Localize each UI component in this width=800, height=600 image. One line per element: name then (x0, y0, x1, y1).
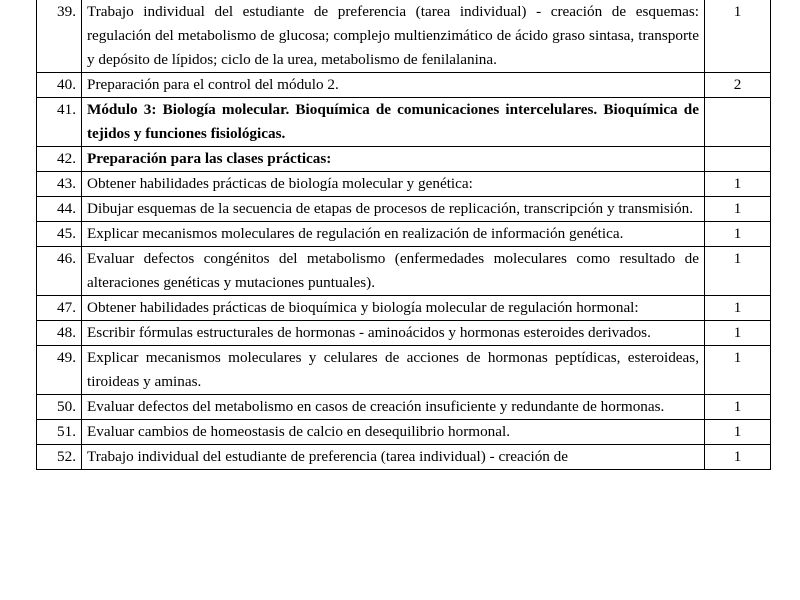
table-row (37, 296, 771, 321)
schedule-table (36, 0, 771, 470)
row-text: Preparación para el control del módulo 2. (82, 73, 705, 98)
table-row (37, 222, 771, 247)
row-text: Escribir fórmulas estructurales de hormonas - aminoácidos y hormonas esteroides derivados. (82, 321, 705, 346)
table-row (37, 197, 771, 222)
row-hours: 1 (705, 0, 771, 73)
row-text: Obtener habilidades prácticas de biología molecular y genética: (82, 172, 705, 197)
table-row (37, 321, 771, 346)
table-row (37, 98, 771, 147)
row-number: 48. (37, 321, 82, 346)
row-text: Obtener habilidades prácticas de bioquímica y biología molecular de regulación hormonal: (82, 296, 705, 321)
row-hours: 1 (705, 296, 771, 321)
row-text: Preparación para las clases prácticas: (82, 147, 705, 172)
row-number: 44. (37, 197, 82, 222)
row-hours (705, 98, 771, 147)
row-text: Explicar mecanismos moleculares y celulares de acciones de hormonas peptídicas, esteroideas, tiroideas y aminas. (82, 346, 705, 395)
row-hours: 1 (705, 420, 771, 445)
row-number: 51. (37, 420, 82, 445)
table-row (37, 420, 771, 445)
row-text: Evaluar cambios de homeostasis de calcio en desequilibrio hormonal. (82, 420, 705, 445)
row-hours: 2 (705, 73, 771, 98)
row-hours: 1 (705, 172, 771, 197)
row-text: Evaluar defectos del metabolismo en casos de creación insuficiente y redundante de hormonas. (82, 395, 705, 420)
row-hours: 1 (705, 247, 771, 296)
table-row (37, 247, 771, 296)
row-number: 47. (37, 296, 82, 321)
row-number: 40. (37, 73, 82, 98)
row-text: Trabajo individual del estudiante de preferencia (tarea individual) - creación de (82, 445, 705, 470)
row-hours: 1 (705, 445, 771, 470)
row-text: Trabajo individual del estudiante de preferencia (tarea individual) - creación de esquemas: regulación del metabolismo de glucosa; complejo multienzimático de ácido graso sintasa, transporte y depósito de lípidos; ciclo de la urea, metabolismo de fenilalanina. (82, 0, 705, 73)
row-number: 50. (37, 395, 82, 420)
row-number: 42. (37, 147, 82, 172)
row-hours: 1 (705, 222, 771, 247)
row-hours: 1 (705, 321, 771, 346)
row-text: Evaluar defectos congénitos del metabolismo (enfermedades moleculares como resultado de alteraciones genéticas y mutaciones puntuales). (82, 247, 705, 296)
table-row (37, 147, 771, 172)
table-row (37, 172, 771, 197)
table-row (37, 395, 771, 420)
table-row (37, 73, 771, 98)
document-page (36, 0, 771, 470)
row-number: 49. (37, 346, 82, 395)
table-row (37, 346, 771, 395)
row-number: 43. (37, 172, 82, 197)
row-hours: 1 (705, 395, 771, 420)
row-text: Dibujar esquemas de la secuencia de etapas de procesos de replicación, transcripción y transmisión. (82, 197, 705, 222)
row-number: 39. (37, 0, 82, 73)
row-text: Módulo 3: Biología molecular. Bioquímica de comunicaciones intercelulares. Bioquímica de tejidos y funciones fisiológicas. (82, 98, 705, 147)
row-number: 45. (37, 222, 82, 247)
row-number: 41. (37, 98, 82, 147)
row-text: Explicar mecanismos moleculares de regulación en realización de información genética. (82, 222, 705, 247)
row-number: 46. (37, 247, 82, 296)
row-hours: 1 (705, 346, 771, 395)
table-row (37, 0, 771, 73)
table-row (37, 445, 771, 470)
row-number: 52. (37, 445, 82, 470)
row-hours (705, 147, 771, 172)
row-hours: 1 (705, 197, 771, 222)
